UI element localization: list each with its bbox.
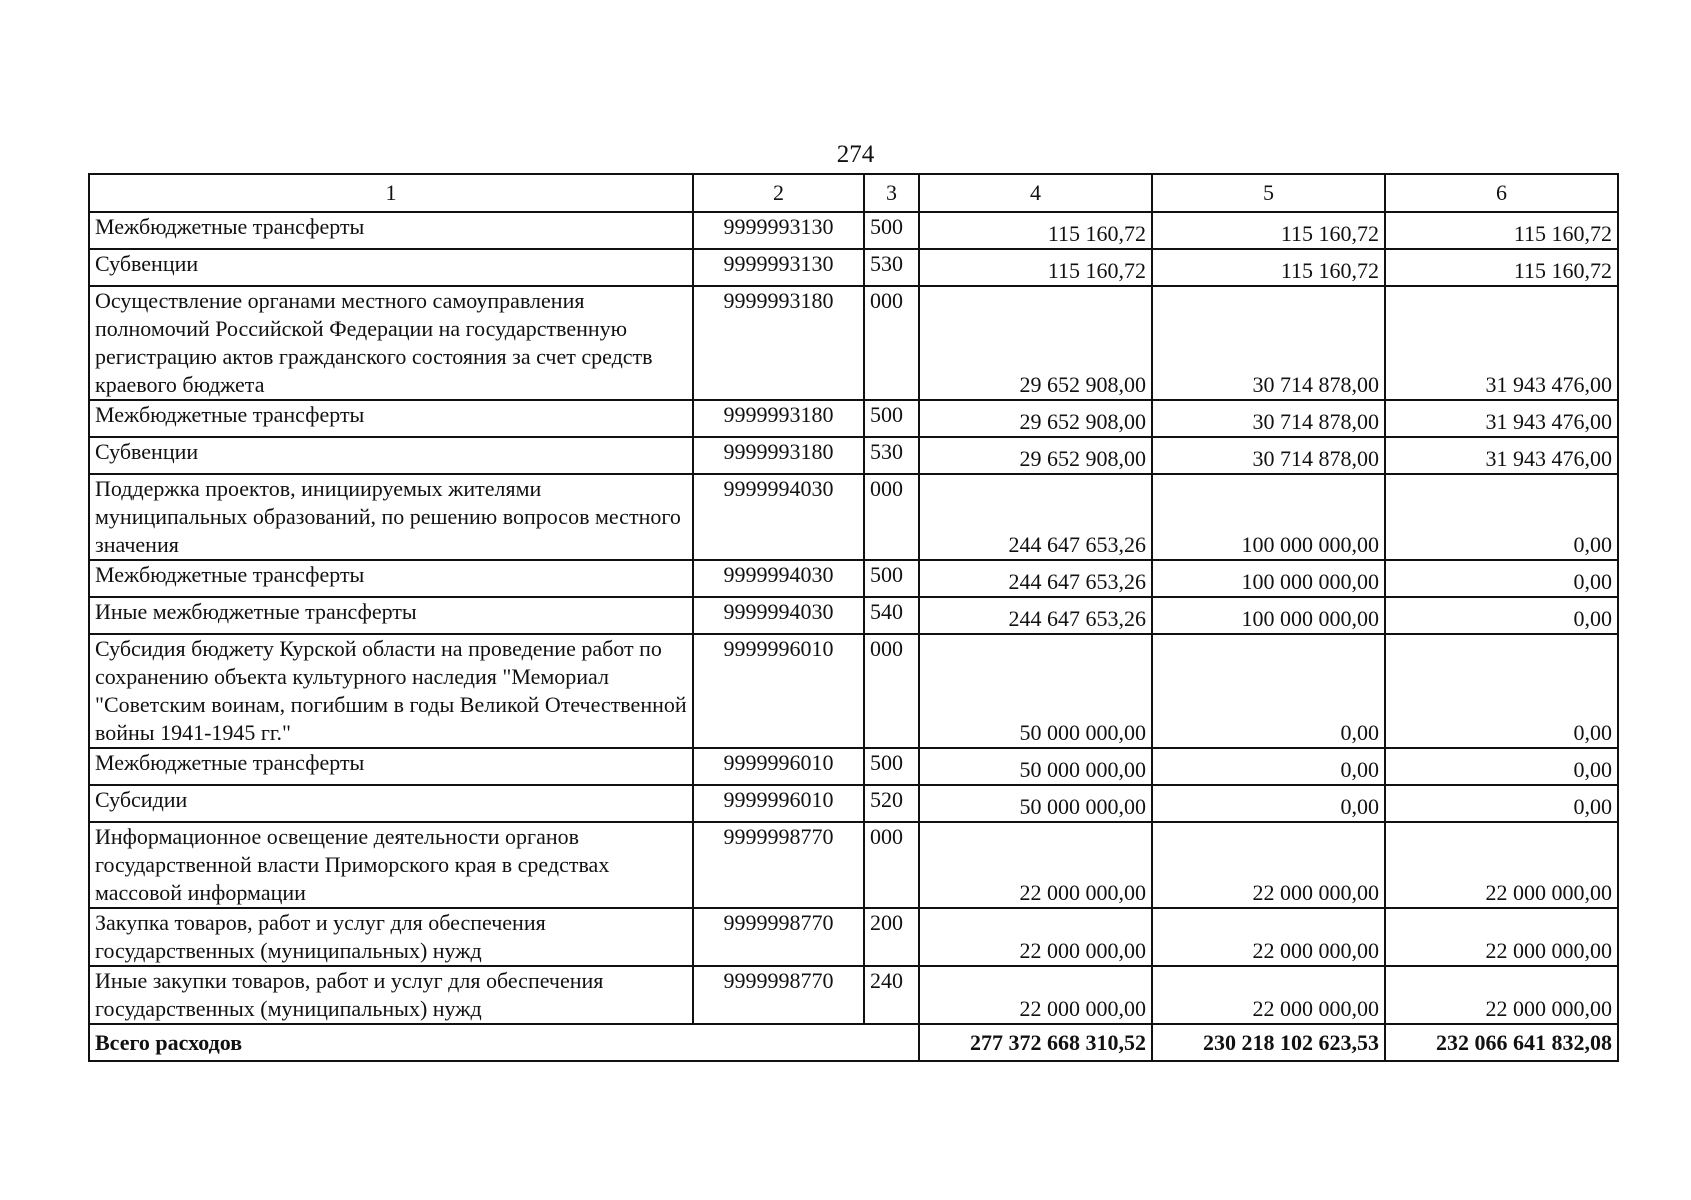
amount-col-6: 115 160,72 bbox=[1385, 212, 1618, 249]
expense-type-code: 240 bbox=[864, 966, 919, 1024]
amount-col-5: 100 000 000,00 bbox=[1152, 474, 1385, 560]
table-row bbox=[89, 966, 1618, 1024]
expense-type-code: 520 bbox=[864, 785, 919, 822]
expense-type-code: 000 bbox=[864, 822, 919, 908]
row-name: Поддержка проектов, инициируемых жителями муниципальных образований, по решению вопросов местного значения bbox=[89, 474, 693, 560]
amount-col-4: 244 647 653,26 bbox=[919, 560, 1152, 597]
table-header-row bbox=[89, 174, 1618, 212]
column-header: 2 bbox=[693, 174, 864, 212]
expense-type-code: 530 bbox=[864, 249, 919, 286]
target-article-code: 9999994030 bbox=[693, 560, 864, 597]
table-row bbox=[89, 785, 1618, 822]
amount-col-5: 0,00 bbox=[1152, 634, 1385, 748]
amount-col-6: 22 000 000,00 bbox=[1385, 908, 1618, 966]
expense-type-code: 500 bbox=[864, 748, 919, 785]
table-row bbox=[89, 560, 1618, 597]
target-article-code: 9999998770 bbox=[693, 822, 864, 908]
page-number: 274 bbox=[836, 141, 875, 168]
amount-col-6: 22 000 000,00 bbox=[1385, 822, 1618, 908]
target-article-code: 9999996010 bbox=[693, 634, 864, 748]
amount-col-4: 50 000 000,00 bbox=[919, 785, 1152, 822]
row-name: Межбюджетные трансферты bbox=[89, 560, 693, 597]
expense-type-code: 540 bbox=[864, 597, 919, 634]
table-row bbox=[89, 748, 1618, 785]
column-header: 5 bbox=[1152, 174, 1385, 212]
expense-type-code: 200 bbox=[864, 908, 919, 966]
amount-col-4: 29 652 908,00 bbox=[919, 437, 1152, 474]
target-article-code: 9999996010 bbox=[693, 785, 864, 822]
table-row bbox=[89, 908, 1618, 966]
amount-col-6: 0,00 bbox=[1385, 785, 1618, 822]
table-row bbox=[89, 286, 1618, 400]
table-row bbox=[89, 400, 1618, 437]
amount-col-6: 0,00 bbox=[1385, 560, 1618, 597]
row-name: Осуществление органами местного самоуправления полномочий Российской Федерации на государственную регистрацию актов гражданского состояния за счет средств краевого бюджета bbox=[89, 286, 693, 400]
amount-col-5: 22 000 000,00 bbox=[1152, 966, 1385, 1024]
table-row bbox=[89, 437, 1618, 474]
amount-col-5: 100 000 000,00 bbox=[1152, 560, 1385, 597]
amount-col-4: 29 652 908,00 bbox=[919, 400, 1152, 437]
amount-col-5: 0,00 bbox=[1152, 785, 1385, 822]
row-name: Субвенции bbox=[89, 437, 693, 474]
amount-col-6: 31 943 476,00 bbox=[1385, 286, 1618, 400]
target-article-code: 9999994030 bbox=[693, 474, 864, 560]
row-name: Субсидия бюджету Курской области на проведение работ по сохранению объекта культурного наследия "Мемориал "Советским воинам, погибшим в годы Великой Отечественной войны 1941-1945 гг." bbox=[89, 634, 693, 748]
table-row bbox=[89, 597, 1618, 634]
target-article-code: 9999998770 bbox=[693, 966, 864, 1024]
row-name: Закупка товаров, работ и услуг для обеспечения государственных (муниципальных) нужд bbox=[89, 908, 693, 966]
target-article-code: 9999996010 bbox=[693, 748, 864, 785]
target-article-code: 9999993180 bbox=[693, 286, 864, 400]
expense-type-code: 000 bbox=[864, 634, 919, 748]
amount-col-6: 0,00 bbox=[1385, 474, 1618, 560]
amount-col-5: 100 000 000,00 bbox=[1152, 597, 1385, 634]
row-name: Иные межбюджетные трансферты bbox=[89, 597, 693, 634]
expense-type-code: 500 bbox=[864, 212, 919, 249]
row-name: Субсидии bbox=[89, 785, 693, 822]
amount-col-4: 29 652 908,00 bbox=[919, 286, 1152, 400]
row-name: Субвенции bbox=[89, 249, 693, 286]
target-article-code: 9999993180 bbox=[693, 437, 864, 474]
amount-col-5: 115 160,72 bbox=[1152, 249, 1385, 286]
row-name: Межбюджетные трансферты bbox=[89, 212, 693, 249]
amount-col-4: 115 160,72 bbox=[919, 249, 1152, 286]
total-row bbox=[89, 1024, 1618, 1061]
amount-col-6: 0,00 bbox=[1385, 597, 1618, 634]
target-article-code: 9999993130 bbox=[693, 212, 864, 249]
table-row bbox=[89, 822, 1618, 908]
total-amount-col-6: 232 066 641 832,08 bbox=[1385, 1024, 1618, 1061]
amount-col-5: 0,00 bbox=[1152, 748, 1385, 785]
amount-col-5: 30 714 878,00 bbox=[1152, 437, 1385, 474]
expense-type-code: 530 bbox=[864, 437, 919, 474]
column-header: 1 bbox=[89, 174, 693, 212]
expense-type-code: 000 bbox=[864, 286, 919, 400]
expenditure-table bbox=[88, 173, 1619, 1062]
amount-col-6: 31 943 476,00 bbox=[1385, 437, 1618, 474]
table-row bbox=[89, 474, 1618, 560]
amount-col-6: 115 160,72 bbox=[1385, 249, 1618, 286]
column-header: 6 bbox=[1385, 174, 1618, 212]
expense-type-code: 000 bbox=[864, 474, 919, 560]
total-label: Всего расходов bbox=[89, 1024, 919, 1061]
amount-col-4: 22 000 000,00 bbox=[919, 908, 1152, 966]
table-row bbox=[89, 212, 1618, 249]
amount-col-6: 0,00 bbox=[1385, 634, 1618, 748]
table-row bbox=[89, 634, 1618, 748]
target-article-code: 9999998770 bbox=[693, 908, 864, 966]
amount-col-6: 0,00 bbox=[1385, 748, 1618, 785]
amount-col-5: 30 714 878,00 bbox=[1152, 400, 1385, 437]
expense-type-code: 500 bbox=[864, 560, 919, 597]
amount-col-4: 22 000 000,00 bbox=[919, 966, 1152, 1024]
amount-col-6: 31 943 476,00 bbox=[1385, 400, 1618, 437]
row-name: Иные закупки товаров, работ и услуг для обеспечения государственных (муниципальных) нужд bbox=[89, 966, 693, 1024]
amount-col-5: 30 714 878,00 bbox=[1152, 286, 1385, 400]
column-header: 4 bbox=[919, 174, 1152, 212]
table-row bbox=[89, 249, 1618, 286]
target-article-code: 9999993180 bbox=[693, 400, 864, 437]
target-article-code: 9999994030 bbox=[693, 597, 864, 634]
target-article-code: 9999993130 bbox=[693, 249, 864, 286]
row-name: Межбюджетные трансферты bbox=[89, 400, 693, 437]
row-name: Межбюджетные трансферты bbox=[89, 748, 693, 785]
amount-col-4: 244 647 653,26 bbox=[919, 597, 1152, 634]
amount-col-4: 50 000 000,00 bbox=[919, 748, 1152, 785]
amount-col-4: 115 160,72 bbox=[919, 212, 1152, 249]
column-header: 3 bbox=[864, 174, 919, 212]
total-amount-col-4: 277 372 668 310,52 bbox=[919, 1024, 1152, 1061]
amount-col-4: 22 000 000,00 bbox=[919, 822, 1152, 908]
row-name: Информационное освещение деятельности органов государственной власти Приморского края в средствах массовой информации bbox=[89, 822, 693, 908]
expense-type-code: 500 bbox=[864, 400, 919, 437]
total-amount-col-5: 230 218 102 623,53 bbox=[1152, 1024, 1385, 1061]
amount-col-4: 50 000 000,00 bbox=[919, 634, 1152, 748]
amount-col-5: 115 160,72 bbox=[1152, 212, 1385, 249]
amount-col-5: 22 000 000,00 bbox=[1152, 822, 1385, 908]
amount-col-4: 244 647 653,26 bbox=[919, 474, 1152, 560]
amount-col-6: 22 000 000,00 bbox=[1385, 966, 1618, 1024]
amount-col-5: 22 000 000,00 bbox=[1152, 908, 1385, 966]
